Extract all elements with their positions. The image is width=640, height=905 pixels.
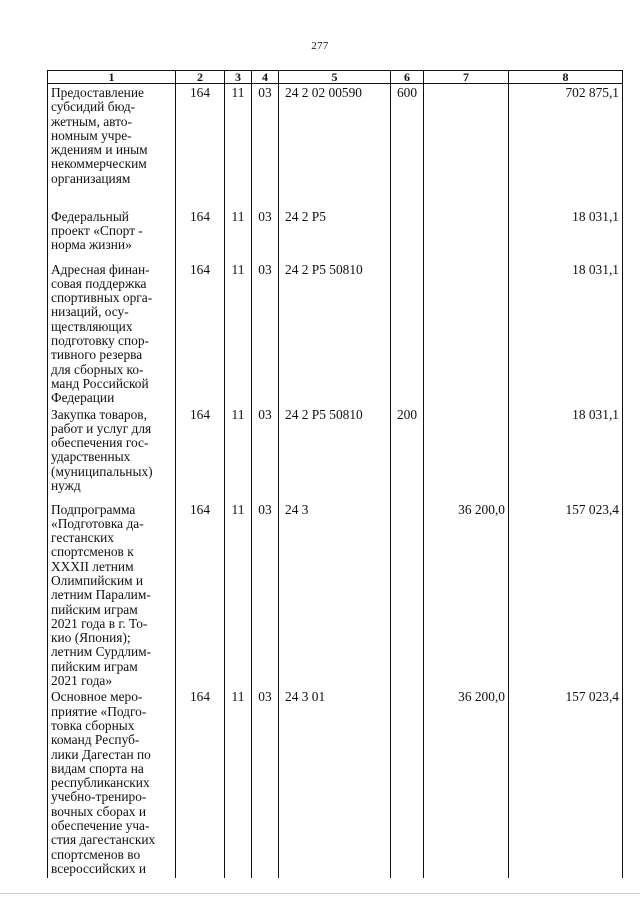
row-description-cell [48,208,176,261]
cell-expense-type: 200 [391,406,424,501]
table-row [48,84,623,208]
cell-code: 164 [176,84,225,208]
table-row [48,261,623,406]
cell-expense-type: 600 [391,84,424,208]
table-row [48,208,623,261]
cell-code: 164 [176,261,225,406]
row-description-cell [48,501,176,689]
cell-section: 11 [225,406,252,501]
row-description: Предоставление субсидий бюд- жетным, авто- номным учре- ждениям и иным некоммерческим организациям [51,85,148,186]
cell-target-article: 24 3 01 [279,688,391,878]
cell-section: 11 [225,688,252,878]
cell-amount-8: 157 023,4 [509,501,623,689]
cell-amount-7: 36 200,0 [424,501,509,689]
cell-subsection: 03 [252,208,279,261]
table-header-row [48,71,623,84]
row-description: Адресная финан- совая поддержка спортивных орга- низаций, осу- ществляющих подготовку спор- тивного резерва для сборных ко- манд Российской Федерации [51,261,153,406]
cell-subsection: 03 [252,261,279,406]
row-description-cell [48,406,176,501]
row-description: Основное меро- приятие «Подго- товка сборных команд Респуб- лики Дагестан по видам спорта на республиканских учебно-трениро- вочных сборах и обеспечение уча- стия дагестанских спортсменов во всероссийских и [51,689,156,876]
row-description-cell [48,84,176,208]
column-header: 7 [424,71,509,84]
row-description-cell [48,688,176,878]
row-description: Закупка товаров, работ и услуг для обеспечения гос- ударственных (муниципальных) нужд [51,406,153,493]
row-description-cell [48,261,176,406]
cell-section: 11 [225,208,252,261]
cell-code: 164 [176,406,225,501]
cell-expense-type [391,688,424,878]
column-header: 8 [509,71,623,84]
column-header: 4 [252,71,279,84]
cell-amount-7 [424,406,509,501]
cell-expense-type [391,501,424,689]
cell-expense-type [391,208,424,261]
table-row [48,688,623,878]
column-header: 5 [279,71,391,84]
cell-amount-7: 36 200,0 [424,688,509,878]
row-description: Федеральный проект «Спорт - норма жизни» [51,208,143,253]
table-row [48,501,623,689]
cell-code: 164 [176,688,225,878]
row-description: Подпрограмма «Подготовка да- гестанских спортсменов к XXXII летним Олимпийским и летним Паралим- пийским играм 2021 года в г. То- кио (Япония); летним Сурдлим- пийским играм 2021 года» [51,501,152,689]
cell-target-article: 24 2 P5 [279,208,391,261]
page-number: 277 [311,40,329,52]
cell-amount-8: 18 031,1 [509,208,623,261]
cell-amount-8: 157 023,4 [509,688,623,878]
cell-code: 164 [176,208,225,261]
page-bottom-rule [0,893,640,894]
cell-target-article: 24 3 [279,501,391,689]
cell-amount-7 [424,208,509,261]
cell-subsection: 03 [252,406,279,501]
cell-amount-8: 702 875,1 [509,84,623,208]
cell-target-article: 24 2 02 00590 [279,84,391,208]
cell-amount-7 [424,84,509,208]
column-header: 2 [176,71,225,84]
column-header: 1 [48,71,176,84]
cell-code: 164 [176,501,225,689]
cell-target-article: 24 2 P5 50810 [279,406,391,501]
cell-section: 11 [225,261,252,406]
cell-amount-8: 18 031,1 [509,406,623,501]
cell-subsection: 03 [252,84,279,208]
cell-target-article: 24 2 P5 50810 [279,261,391,406]
cell-subsection: 03 [252,501,279,689]
cell-amount-8: 18 031,1 [509,261,623,406]
cell-section: 11 [225,84,252,208]
column-header: 6 [391,71,424,84]
cell-amount-7 [424,261,509,406]
cell-subsection: 03 [252,688,279,878]
cell-expense-type [391,261,424,406]
budget-table [47,70,623,878]
column-header: 3 [225,71,252,84]
cell-section: 11 [225,501,252,689]
table-row [48,406,623,501]
